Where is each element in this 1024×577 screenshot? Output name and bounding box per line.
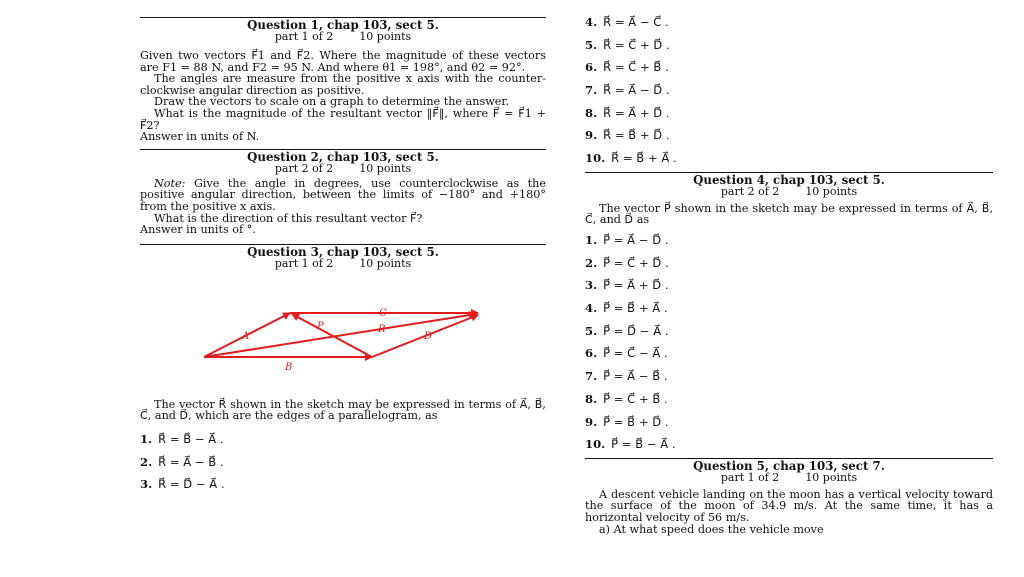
option-number: 5. <box>585 37 598 52</box>
q3-option[interactable] <box>585 34 993 57</box>
q3-points: 10 points <box>359 256 412 270</box>
q1-answer-units: Answer in units of N. <box>140 130 260 144</box>
option-number: 2. <box>140 454 153 469</box>
q4-option[interactable] <box>585 342 993 365</box>
q1-subtitle <box>140 31 546 42</box>
q3-option[interactable] <box>585 56 993 79</box>
q4-option[interactable] <box>585 297 993 320</box>
option-expr: R⃗ = B⃗ − A⃗ . <box>158 431 224 446</box>
option-number: 3. <box>140 477 153 492</box>
option-number: 1. <box>140 431 153 446</box>
q4-option[interactable] <box>585 388 993 411</box>
option-expr: P⃗ = B⃗ + A⃗ . <box>603 301 668 316</box>
option-expr: R⃗ = C⃗ + B⃗ . <box>603 60 669 75</box>
q4-text: The vector P⃗ shown in the sketch may be expressed in terms of A⃗, B⃗, C⃗, and D⃗ as <box>585 201 993 227</box>
option-number: 6. <box>585 346 598 361</box>
left-column <box>140 0 546 496</box>
q2-note-label: Note: <box>154 176 186 190</box>
q4-points: 10 points <box>805 184 858 198</box>
q4-option[interactable] <box>585 411 993 434</box>
option-number: 4. <box>585 301 598 316</box>
q5-title: Question 5, chap 103, sect 7. <box>693 458 885 473</box>
option-expr: P⃗ = A⃗ − B⃗ . <box>603 369 668 384</box>
parallelogram-diagram <box>140 273 546 385</box>
option-expr: R⃗ = A⃗ − B⃗ . <box>158 454 224 469</box>
q3-options-left <box>140 428 546 496</box>
q4-part: part 2 of 2 <box>720 184 780 198</box>
q4-option[interactable] <box>585 433 993 456</box>
q3-option[interactable] <box>585 11 993 34</box>
option-expr: P⃗ = C⃗ + B⃗ . <box>603 391 668 406</box>
right-column <box>585 0 993 535</box>
q3-option[interactable] <box>585 124 993 147</box>
option-expr: R⃗ = A⃗ − D⃗ . <box>603 83 670 98</box>
q4-title: Question 4, chap 103, sect 5. <box>693 172 885 187</box>
option-expr: R⃗ = A⃗ − C⃗ . <box>603 15 669 29</box>
option-expr: P⃗ = B⃗ + D⃗ . <box>603 414 669 429</box>
q4-option[interactable] <box>585 252 993 275</box>
option-number: 2. <box>585 255 598 270</box>
option-number: 8. <box>585 105 598 120</box>
q2-note <box>140 178 546 213</box>
q1-draw-instruction: Draw the vectors to scale on a graph to determine the answer. <box>154 95 510 109</box>
option-expr: P⃗ = C⃗ + D⃗ . <box>603 255 669 270</box>
q2-answer-units: Answer in units of °. <box>140 223 256 237</box>
option-expr: P⃗ = A⃗ + D⃗ . <box>603 278 669 293</box>
option-number: 6. <box>585 60 598 75</box>
q1-angles-note: The angles are measure from the positive x axis with the counter-clockwise angular direction as positive. <box>140 72 546 97</box>
q3-subtitle <box>140 258 546 269</box>
q2-points: 10 points <box>359 161 412 175</box>
q5-part-a: a) At what speed does the vehicle move <box>599 522 824 536</box>
label-d: D <box>424 330 433 342</box>
option-expr: P⃗ = C⃗ − A⃗ . <box>603 346 668 361</box>
label-b: B <box>285 361 293 373</box>
option-number: 9. <box>585 414 598 429</box>
option-number: 3. <box>585 278 598 293</box>
q3-text: The vector R⃗ shown in the sketch may be expressed in terms of A⃗, B⃗, C⃗, and D⃗, which are the edges of a parallelogram, as <box>140 397 546 423</box>
q4-option[interactable] <box>585 320 993 343</box>
option-number: 7. <box>585 83 598 98</box>
option-expr: P⃗ = B⃗ − A⃗ . <box>611 437 676 452</box>
q1-part: part 1 of 2 <box>274 30 334 43</box>
label-c: C <box>379 307 387 319</box>
q5-points: 10 points <box>805 470 858 484</box>
option-expr: R⃗ = D⃗ − A⃗ . <box>158 477 225 492</box>
label-r: R <box>378 323 386 335</box>
option-expr: R⃗ = B⃗ + D⃗ . <box>603 128 670 143</box>
option-expr: R⃗ = A⃗ + D⃗ . <box>603 105 670 120</box>
option-number: 5. <box>585 323 598 338</box>
option-expr: P⃗ = A⃗ − D⃗ . <box>603 233 669 247</box>
q1-question: What is the magnitude of the resultant vector ‖F⃗‖, where F⃗ = F⃗1 + F⃗2? <box>140 106 546 132</box>
option-number: 7. <box>585 369 598 384</box>
q4-option[interactable] <box>585 365 993 388</box>
label-a: A <box>242 330 250 342</box>
q3-option[interactable] <box>585 79 993 102</box>
q4-subtitle <box>585 186 993 197</box>
q3-option[interactable] <box>140 451 546 474</box>
option-number: 4. <box>585 15 598 29</box>
q3-part: part 1 of 2 <box>274 256 334 270</box>
q3-option[interactable] <box>140 473 546 496</box>
option-number: 1. <box>585 233 598 247</box>
q3-option[interactable] <box>585 102 993 125</box>
q3-options-right <box>585 11 993 170</box>
q2-subtitle <box>140 163 546 174</box>
vector-p-arrow <box>292 314 372 357</box>
option-number: 9. <box>585 128 598 143</box>
q4-option[interactable] <box>585 229 993 252</box>
option-expr: P⃗ = D⃗ − A⃗ . <box>603 323 669 338</box>
option-expr: R⃗ = B⃗ + A⃗ . <box>611 151 677 166</box>
q2-question: What is the direction of this resultant vector F⃗? <box>154 211 423 225</box>
q1-points: 10 points <box>359 30 412 43</box>
q2-part: part 2 of 2 <box>274 161 334 175</box>
q2-note-text: Give the angle in degrees, use counterclockwise as the positive angular direction, between the limits of −180° and +180° from the positive x axis. <box>140 176 546 213</box>
q4-option[interactable] <box>585 274 993 297</box>
label-p: P <box>317 320 324 332</box>
q3-title: Question 3, chap 103, sect 5. <box>247 244 439 259</box>
q3-option[interactable] <box>140 428 546 451</box>
option-number: 10. <box>585 151 606 166</box>
option-expr: R⃗ = C⃗ + D⃗ . <box>603 37 670 52</box>
q2-title: Question 2, chap 103, sect 5. <box>247 149 439 164</box>
q1-title: Question 1, chap 103, sect 5. <box>247 18 439 32</box>
q5-text: A descent vehicle landing on the moon has a vertical velocity toward the surface of the moon of 34.9 m/s. At the same time, it has a horizontal velocity of 56 m/s. <box>585 487 993 525</box>
q4-options <box>585 229 993 456</box>
q3-option[interactable] <box>585 147 993 170</box>
option-number: 8. <box>585 391 598 406</box>
q5-part: part 1 of 2 <box>720 470 780 484</box>
q1-given: Given two vectors F⃗1 and F⃗2. Where the magnitude of these vectors are F1 = 88 N, and F2 = 95 N. And where θ1 = 198°, and θ2 = 92°. <box>140 49 546 74</box>
q5-subtitle <box>585 472 993 483</box>
option-number: 10. <box>585 437 606 452</box>
